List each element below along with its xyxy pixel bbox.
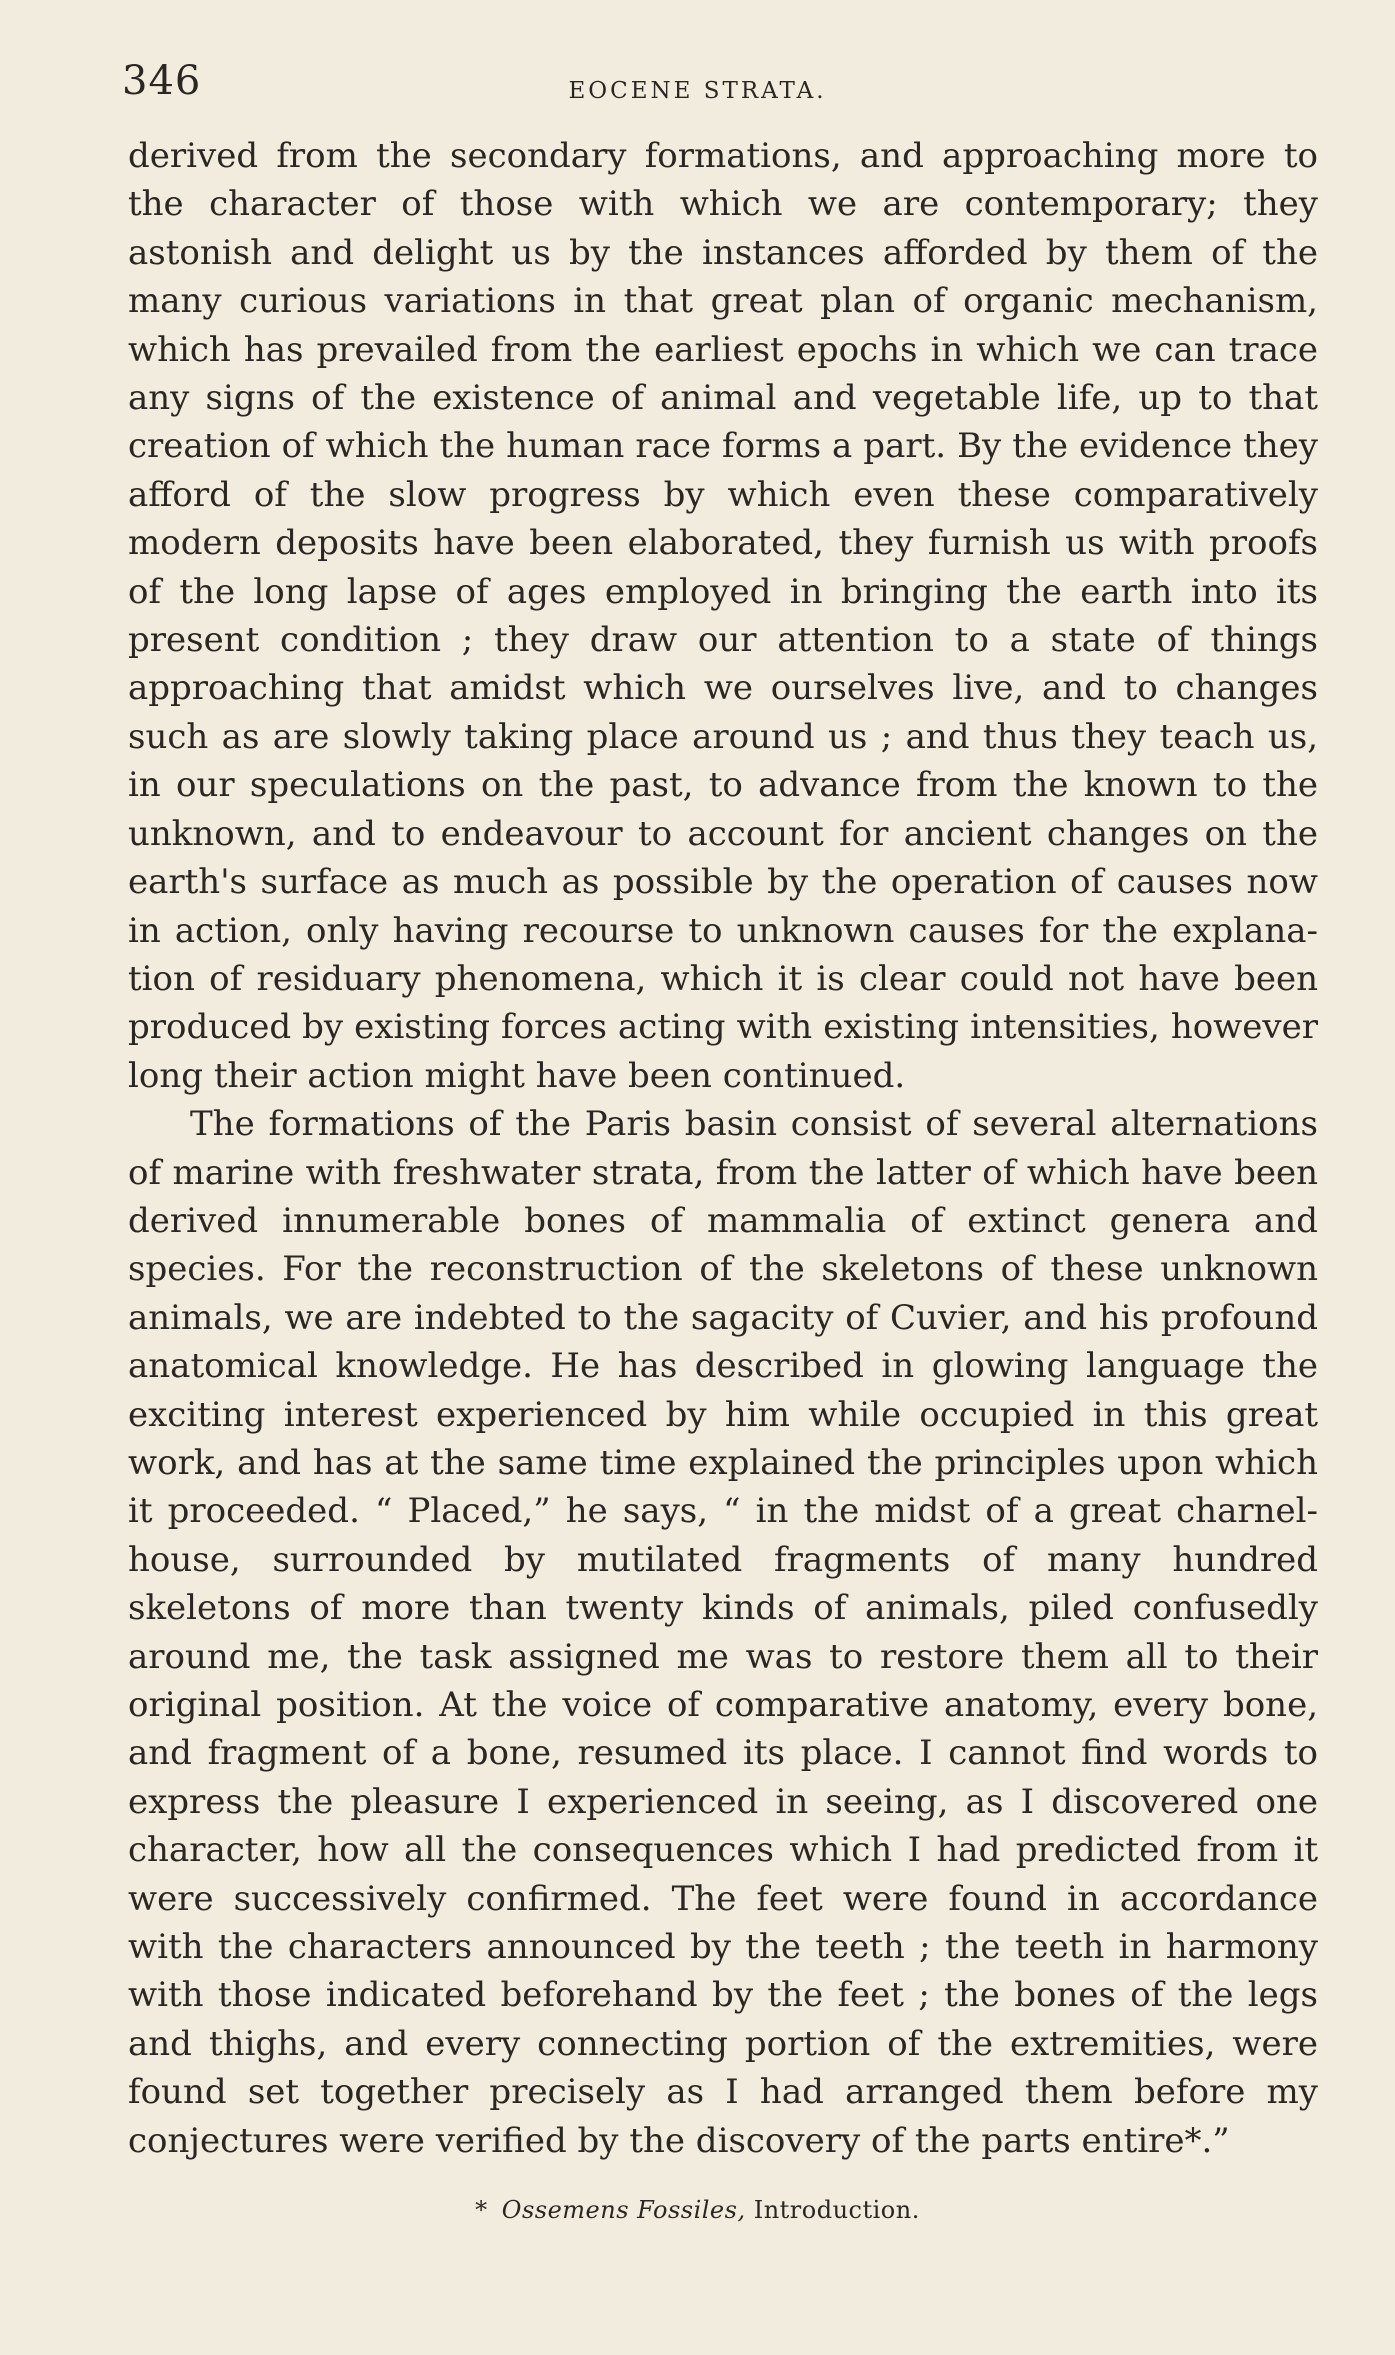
- body-text: [128, 132, 1318, 2165]
- footnote-marker: *: [475, 2196, 488, 2224]
- paragraph-continuation: derived from the secondary formations, and approaching more to the character of those with which we are contemporary; they astonish and delight us by the instances afforded by them of the many curious variations in that great plan of organic mechanism, which has prevailed from the earliest epochs in which we can trace any signs of the existence of animal and vegetable life, up to that creation of which the human race forms a part. By the evidence they afford of the slow progress by which even these comparatively modern deposits have been elaborated, they furnish us with proofs of the long lapse of ages employed in bringing the earth into its present condition ; they draw our attention to a state of things approaching that amidst which we ourselves live, and to changes such as are slowly taking place around us ; and thus they teach us, in our speculations on the past, to advance from the known to the unknown, and to endeavour to account for ancient changes on the earth's surface as much as possible by the operation of causes now in action, only having recourse to unknown causes for the explanation of residuary phenomena, which it is clear could not have been produced by existing forces acting with existing intensities, however long their action might have been continued.: [128, 136, 1318, 1096]
- page-number: 346: [122, 58, 202, 104]
- footnote-section: Introduction.: [753, 2196, 920, 2224]
- footnote: [0, 2196, 1395, 2224]
- footnote-work-title: Ossemens Fossiles,: [501, 2196, 746, 2224]
- paragraph-paris-basin: The formations of the Paris basin consist of several alternations of marine with freshwater strata, from the latter of which have been derived innumerable bones of mammalia of extinct genera and species. For the reconstruction of the skeletons of these unknown animals, we are indebted to the sagacity of Cuvier, and his profound anatomical knowledge. He has described in glowing language the exciting interest experienced by him while occupied in this great work, and has at the same time explained the principles upon which it proceeded. “ Placed,” he says, “ in the midst of a great charnelhouse, surrounded by mutilated fragments of many hundred skeletons of more than twenty kinds of animals, piled confusedly around me, the task assigned me was to restore them all to their original position. At the voice of comparative anatomy, every bone, and fragment of a bone, resumed its place. I cannot find words to express the pleasure I experienced in seeing, as I discovered one character, how all the consequences which I had predicted from it were successively confirmed. The feet were found in accordance with the characters announced by the teeth ; the teeth in harmony with those indicated beforehand by the feet ; the bones of the legs and thighs, and every connecting portion of the extremities, were found set together precisely as I had arranged them before my conjectures were verified by the discovery of the parts entire*.”: [128, 1104, 1318, 2161]
- running-head: EOCENE STRATA.: [568, 78, 827, 104]
